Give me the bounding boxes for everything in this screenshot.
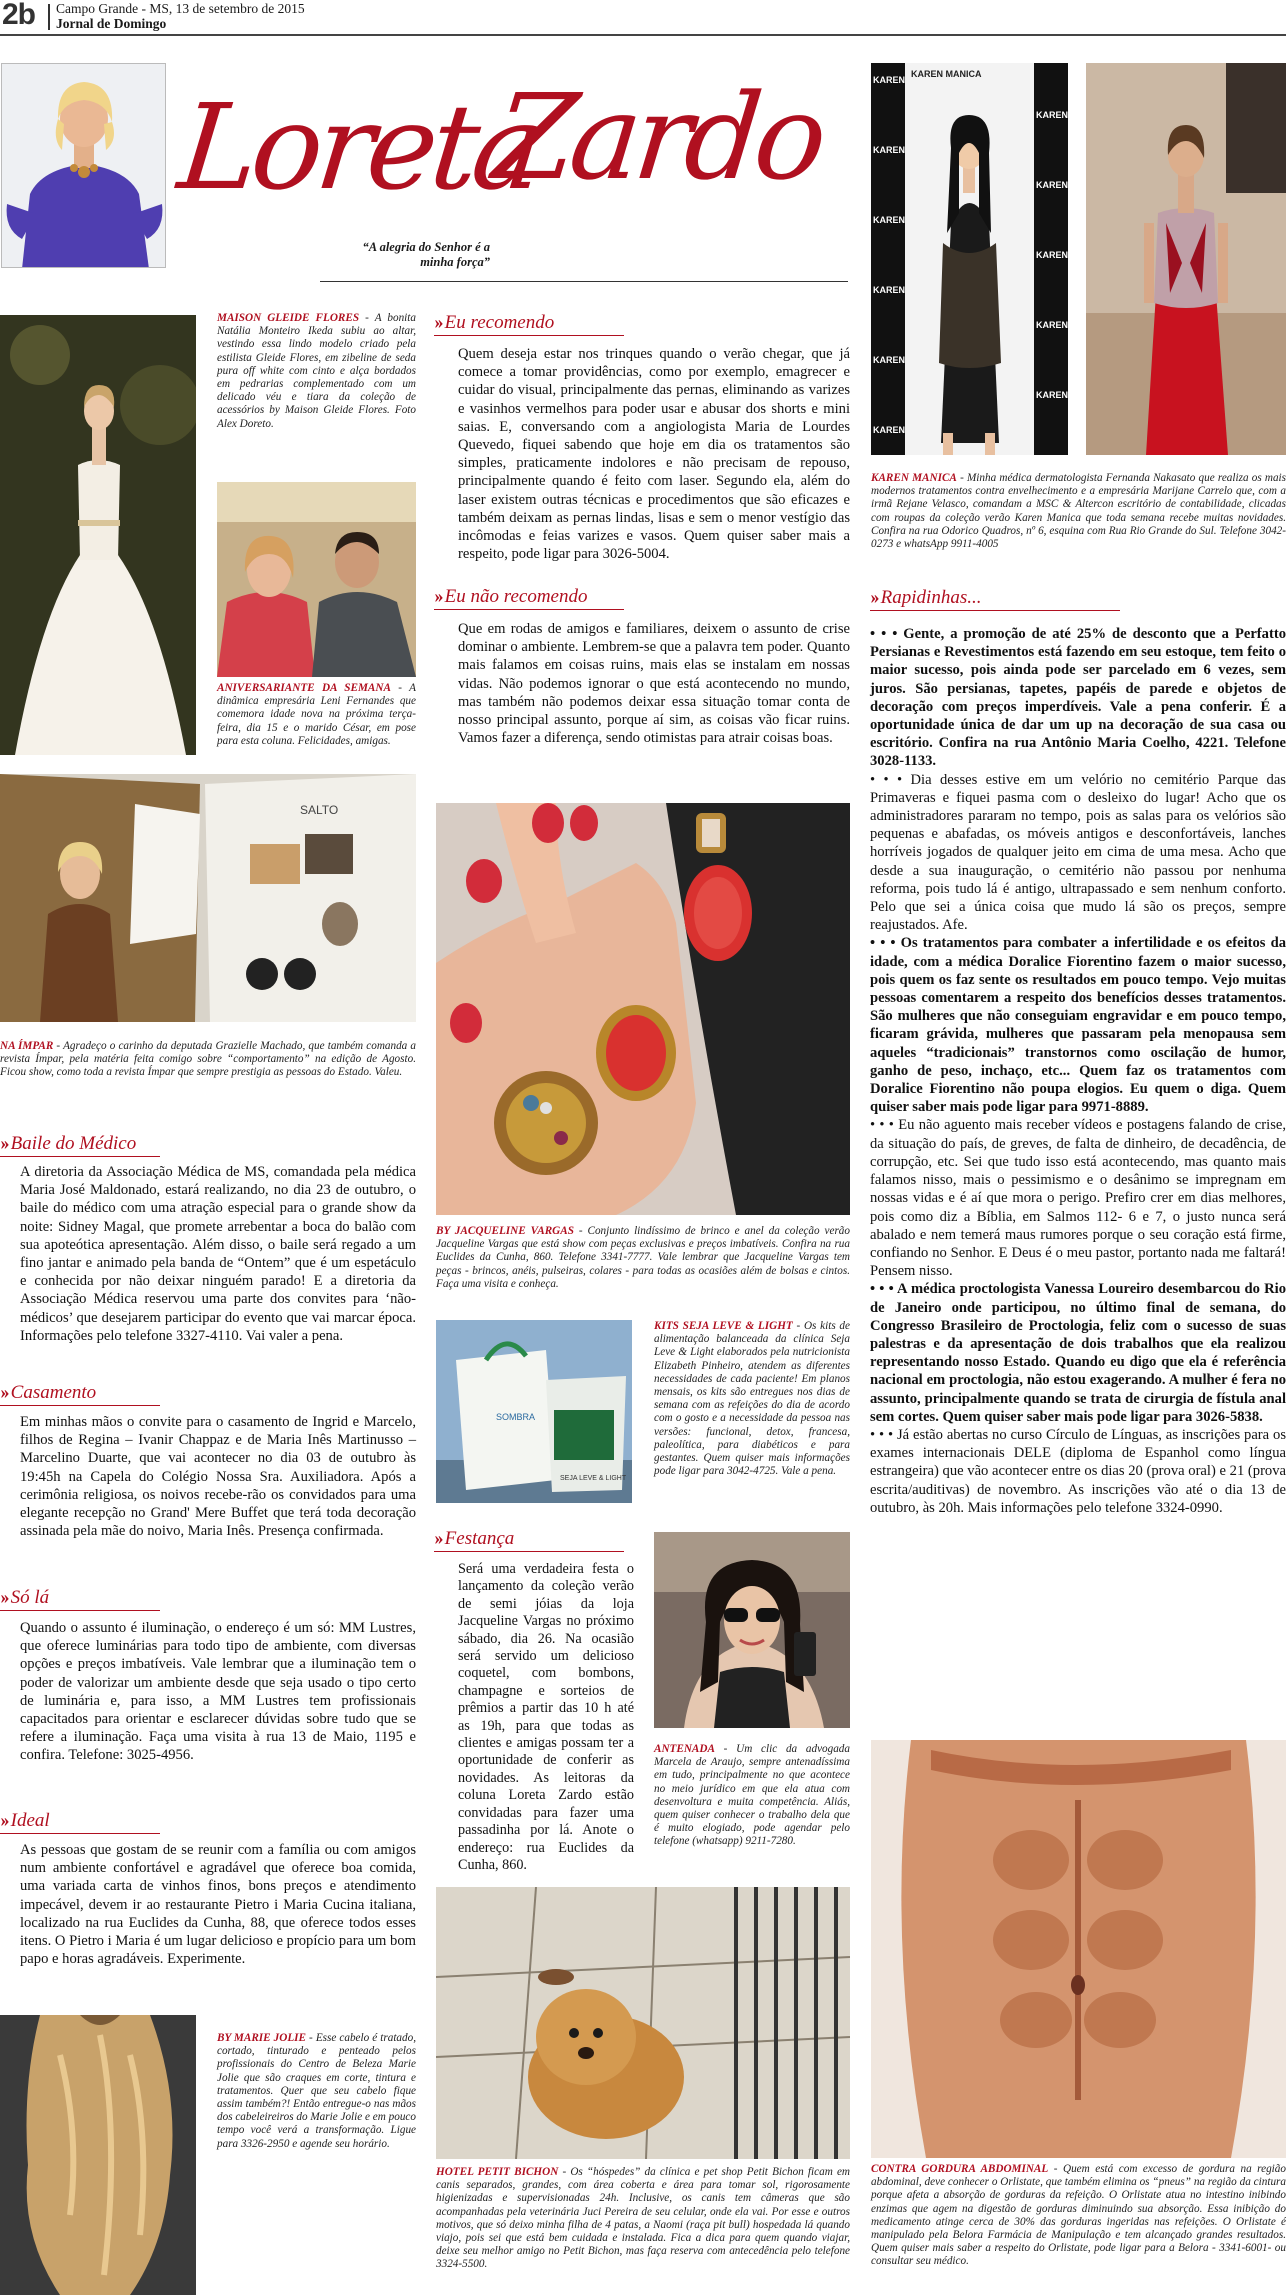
rapidinha-2: • • • Dia desses estive em um velório no cemitério Parque das Primaveras e fiquei pasma com o desleixo do lugar! Acho que os administradores pararam no tempo, pois as salas para os velórios são pequenas e abafadas, os móveis antigos e desconfortáveis, lanches horríveis jogados de qualquer jeito em cima de uma mesa. Acho que desde a sua inauguração, o cemitério não passou por nenhuma reforma, pois tudo lá é antigo, ultrapassado e sem nenhum conforto. Pelo que sei a única coisa que mudo lá são os preços, sempre reajustados. Afe. (870, 771, 1286, 934)
heading-text: Eu recomendo (444, 312, 555, 333)
caption-maison-gleide (217, 312, 416, 431)
chevron-icon: ›› (0, 1587, 7, 1608)
caption-text: - Os kits de alimentação balanceada da clínica Seja Leve & Light elaborados pela nutricionista Elizabeth Pinheiro, atendem as diferentes necessidades de cada paciente! Em planos mensais, os kits são entregues nos dias de semana com as refeições do dia de acordo com o gosto e a necessidade da pessoa nas versões: funcional, detox, francesa, paleolítica, para diabéticos e para gestantes. Quem quiser mais informações pode ligar para 3042-4725. Vale a pena. (654, 1320, 850, 1478)
rapidinha-4: • • • Eu não aguento mais receber vídeos e postagens falando de crise, da situação do país, de greves, de falta de dinheiro, de decadência, de corrupção, etc. Sei que tudo isso está acontecendo, mas quanto mais falamos nisso, mais o pessimismo e o desânimo se impregnam em nossas vidas e é aí que mora o perigo. Prefiro crer em dias melhores, pois como diz a Bíblia, em Salmos 112- 6 e 7, o justo nunca será abalado e nem temerá maus rumores porque o seu coração está firme, confiando no Senhor. E Deus é o meu pastor, portanto nada me faltará! Pensem nisso. (870, 1117, 1286, 1280)
svg-text:KAREN: KAREN (873, 285, 906, 295)
caption-lead: BY JACQUELINE VARGAS (436, 1225, 574, 1237)
seja-leve-light-kits-photo (436, 1320, 632, 1503)
section-text-baile: A diretoria da Associação Médica de MS, comandada pela médica Maria José Maldonado, estará realizando, no dia 23 de outubro, o baile do médico com uma atração especial para o grande show da noite: Sidney Magal, que promete arrebentar a boca do balão com sua apoteótica apresentação. Além disso, o baile será regado a um fino jantar e animado pela banda de “Ontem” que é um espetáculo e conhecida por não deixar ninguém parado! E a diretoria da Associação Médica reservou uma parte dos convites para ‘não-médicos’ que desejarem participar do evento que vai marcar época. Informações pelo telefone 3327-4110. Vai valer a pena. (20, 1164, 416, 1344)
marie-jolie-hair-photo (0, 2015, 196, 2295)
rapidinha-5: • • • A médica proctologista Vanessa Loureiro desembarcou do Rio de Janeiro onde participou, no último final de semana, do Congresso Brasileiro de Proctologia, feliz com o sucesso de suas palestras e da apresentação de dois trabalhos que ela realizou representando nosso Estado. Quando eu digo que ela é referência nacional em proctologia, não estou exagerando. A mulher é fera no assunto, principalmente quando se trata de cirurgia de fístula anal sem cortes. Quem quiser saber mais pode ligar para 3026-5838. (870, 1281, 1286, 1425)
section-text-recomendo: Quem deseja estar nos trinques quando o verão chegar, que já comece a tomar providências, como por exemplo, emagrecer e cuidar do visual, principalmente das pernas, eliminando as varizes e vasinhos vermelhos para poder usar e abusar dos shorts e mini saias. E, conversando com a angiologista Maria de Lourdes Quevedo, fiquei sabendo que hoje em dia os tratamentos são simples, praticamente indolores e não precisam de repouso, principalmente quando é feito com laser. Segundo ela, além do laser existem outras técnicas e procedimentos que são eficazes e também deixam as pernas lindas, lisas e sem o menor vestígio das incômodas e feias varizes e vasos. Quem quiser saber mais a respeito, pode ligar para 3026-5004. (458, 346, 850, 563)
columnist-photo (1, 63, 166, 268)
header-divider (48, 4, 50, 30)
svg-text:KAREN: KAREN (873, 215, 906, 225)
caption-lead: KITS SEJA LEVE & LIGHT (654, 1320, 793, 1332)
motto-line-1: “A alegria do Senhor é a (362, 240, 490, 254)
caption-text: - Esse cabelo é tratado, cortado, tinturado e penteado pelos profissionais do Centro de Beleza Marie Jolie que são craques em corte, tintura e tratamentos. Quer que seu cabelo fique assim também?! Então entregue-o nas mãos dos cabeleireiros do Marie Jolie e em pouco tempo você verá a transformação. Ligue para 3326-2950 e agende seu horário. (217, 2032, 417, 2150)
chevron-icon: ›› (0, 1133, 7, 1154)
masthead-logo (172, 58, 840, 248)
jacqueline-vargas-jewelry-photo (436, 803, 850, 1215)
masthead-name-left: Loreta (172, 78, 545, 216)
masthead-rule (320, 281, 848, 282)
caption-text: - Minha médica dermatologista Fernanda Nakasato que realiza os mais modernos tratamentos contra envelhecimento e a empresária Marijane Carrelo que, com a irmã Rejane Velasco, comandam a MSC & Altercon escritório de contabilidade, clicadas com roupas da coleção verão Karen Manica que toda semana recebe muitas novidades. Confira na rua Odorico Quadros, nº 6, esquina com Rua Rio Grande do Sul. Telefone 3042-0273 e whatsApp 9911-4005 (871, 472, 1286, 551)
section-text-nao-recomendo: Que em rodas de amigos e familiares, deixem o assunto de crise dominar o ambiente. Lembrem-se que a palavra tem poder. Quanto mais falamos em coisas ruins, mais elas se instalam em nossas vidas. Não podemos ignorar o que está acontecendo no mundo, mas também não podemos deixar essa situação tomar conta de nosso principal assunto, porque aí sim, as coisas vão ficar ruins. Vamos fazer a diferença, sendo otimistas para atrair coisas boas. (458, 621, 850, 747)
caption-lead: KAREN MANICA (871, 472, 957, 484)
masthead-name-right: Zardo (487, 68, 828, 206)
bag-brand: SOMBRA (496, 1412, 536, 1422)
heading-text: Ideal (10, 1810, 50, 1831)
caption-kits-seja-leve (654, 1320, 850, 1478)
caption-text: - A dinâmica empresária Leni Fernandes que comemora idade nova na próxima terça-feira, dia 15 e o marido César, em pose para esta coluna. Felicidades, amigas. (217, 682, 416, 747)
section-heading-festanca (434, 1528, 624, 1552)
svg-text:KAREN: KAREN (873, 75, 906, 85)
karen-manica-photo-2 (1086, 63, 1286, 455)
chevron-icon: ›› (0, 1810, 7, 1831)
page-number: 2b (2, 0, 36, 31)
chevron-icon: ›› (434, 1528, 441, 1549)
dateline: Campo Grande - MS, 13 de setembro de 2015 (56, 1, 305, 16)
motto (330, 240, 490, 270)
svg-text:KAREN: KAREN (873, 355, 906, 365)
section-text-casamento: Em minhas mãos o convite para o casamento de Ingrid e Marcelo, filhos de Regina – Ivanir Chappaz e de Maria Inês Martinusso – Marcelino Duarte, que vai acontecer no dia 03 de outubro às 19:45h na Capela do Colégio Nossa Sra. Auxiliadora. Após a cerimônia religiosa, os noivos recebe-rão os convidados para uma elegante recepção no Grand' Mere Buffet que terá toda decoração assinada pela mãe do noivo, Maria Inês. Presença confirmada. (20, 1414, 416, 1540)
heading-text: Baile do Médico (10, 1133, 137, 1154)
impar-magazine-photo (0, 774, 416, 1022)
section-heading-sola (0, 1587, 160, 1611)
rapidinhas-text (870, 625, 1286, 1517)
section-heading-nao-recomendo (434, 586, 624, 610)
motto-line-2: minha força” (420, 255, 490, 269)
caption-lead: CONTRA GORDURA ABDOMINAL (871, 2163, 1049, 2175)
svg-text:KAREN: KAREN (1036, 180, 1068, 190)
caption-gordura-abdominal (871, 2163, 1286, 2269)
svg-text:KAREN: KAREN (873, 145, 906, 155)
caption-lead: BY MARIE JOLIE (217, 2032, 306, 2044)
caption-lead: ANTENADA (654, 1743, 715, 1755)
rapidinha-6: • • • Já estão abertas no curso Círculo de Línguas, as inscrições para os exames internacionais DELE (diploma de Espanhol como língua estrangeira) que vão acontecer entre os dias 20 (prova oral) e 21 (prova escrita/auditivas) de novembro. As inscrições vão até o dia 13 de outubro, às 20h. Mais informações pelo telefone 3324-0990. (870, 1426, 1286, 1516)
caption-karen-manica (871, 472, 1286, 551)
caption-text: - Agradeço o carinho da deputada Grazielle Machado, que também comanda a revista Ímpar, pela matéria feita comigo sobre “comportamento” na edição de Agosto. Ficou show, como toda a revista Ímpar que sempre prestigia as pessoas do Estado. Valeu. (0, 1040, 417, 1079)
caption-antenada (654, 1743, 850, 1849)
heading-text: Só lá (10, 1587, 50, 1608)
caption-text: - Conjunto lindíssimo de brinco e anel da coleção verão Jacqueline Vargas que está show com peças exclusivas e preços imbatíveis. Confira na rua Euclides da Cunha, 860. Telefone 3341-7777. Vale lembrar que Jacqueline Vargas tem peças - brincos, anéis, pulseiras, colares - para todas as ocasiões além de bolsas e cintos. Faça uma visita e conheça. (436, 1225, 850, 1290)
caption-text: - Quem está com excesso de gordura na região abdominal, deve conhecer o Orlistate, que também elimina os “pneus” na região da cintura porque afeta a absorção de gorduras da refeição. O Orlistate atua no intestino inibindo enzimas que agem na digestão de gorduras diminuindo sua absorção. Essa inibição do medicamento atinge cerca de 30% das gorduras ingeridas nas refeições. O Orlistate é manipulado pela Belora Farmácia de Manipulação e tem alcançado grandes resultados. Quem quiser mais saber a respeito do Orlistate, pode ligar para a Belora - 3341-6001- ou consultar seu médico. (871, 2163, 1286, 2268)
chevron-icon: ›› (434, 586, 441, 607)
caption-petit-bichon (436, 2166, 850, 2272)
caption-jacqueline-vargas (436, 1225, 850, 1291)
section-text-sola: Quando o assunto é iluminação, o endereço é um só: MM Lustres, que oferece luminárias para todo tipo de ambiente, com diversas opções e preços imbatíveis. Vale lembrar que a iluminação tem o poder de valorizar um ambiente desde que seja usado o tipo certo de luminária e, para isso, a MM Lustres tem profissionais capacitados para orientar e esclarecer dúvidas sobre tudo que se refere a iluminação. Faça uma visita à rua 13 de Maio, 1195 e confira. Telefone: 3025-4956. (20, 1620, 416, 1764)
section-text-ideal: As pessoas que gostam de se reunir com a família ou com amigos num ambiente confortável e agradável que oferece boa comida, uma variada carta de vinhos finos, bons preços e atendimento impecável, devem ir ao restaurante Pietro i Maria Cucina italiana, localizado na rua Euclides da Cunha, 88, que oferece todos esses itens. O Pietro i Maria é um lugar delicioso e propício para um bom papo e horas agradáveis. Experimente. (20, 1842, 416, 1968)
caption-lead: HOTEL PETIT BICHON (436, 2166, 559, 2178)
svg-text:KAREN: KAREN (1036, 110, 1068, 120)
caption-text: - Um clic da advogada Marcela de Araujo, sempre antenadíssima em tudo, principalmente no que acontece no meio jurídico em que ela atua com desenvoltura e muita competência. Aliás, quem quiser conhecer o trabalho dela que é muito elogiado, pode agendar pelo telefone (whatsapp) 9211-7280. (654, 1743, 850, 1848)
aniversariante-photo (217, 482, 416, 677)
caption-aniversariante (217, 682, 416, 748)
section-text-festanca: Será uma verdadeira festa o lançamento da coleção verão de semi jóias da loja Jacqueline Vargas no próximo sábado, dia 26. Na ocasião será servido um delicioso coquetel, com bombons, champagne e sorteios de prêmios a partir das 10 h até as 19h, para que todas as clientes e amigas possam ter a oportunidade de conferir as novidades. As leitoras da coluna Loreta Zardo estão convidadas para fazer uma passadinha por lá. Anote o endereço: rua Euclides da Cunha, 860. (458, 1561, 634, 1873)
section-heading-baile (0, 1133, 160, 1157)
chevron-icon: ›› (434, 312, 441, 333)
caption-text: - A bonita Natália Monteiro Ikeda subiu ao altar, vestindo essa lindo modelo criado pela estilista Gleide Flores, em zibeline de seda pura off white com cinto e alça bordados em pedrarias complementado com um delicado véu e tiara da coleção de acessórios by Maison Gleide Flores. Foto Alex Doreto. (217, 312, 416, 430)
heading-text: Rapidinhas... (880, 587, 982, 608)
caption-text: - Os “hóspedes” da clínica e pet shop Petit Bichon ficam em canis separados, grandes, com área coberta e área para tomar sol, rigorosamente higienizadas e supervisionadas 24h. Inclusive, os canis tem câmeras que são acompanhadas pela veterinária Juci Pereira de seu celular, onde ela vai. Por esse e outros motivos, que só deixo minha filha de 4 patas, a Naomi (raça pit bull) hospedada lá quando viajo, pois sei que está bem cuidada e instalada. Fica a dica para quem quando viajar, deixe seu melhor amigo no Petit Bichon, mas faça reserva com antecedência pelo telefone 3324-5500. (436, 2166, 850, 2271)
section-heading-recomendo (434, 312, 624, 336)
caption-lead: ANIVERSARIANTE DA SEMANA (217, 682, 391, 694)
caption-marie-jolie (217, 2032, 416, 2151)
caption-impar (0, 1040, 416, 1080)
header-rule (0, 34, 1286, 36)
bride-photo (0, 315, 196, 755)
section-heading-ideal (0, 1810, 160, 1834)
heading-text: Eu não recomendo (444, 586, 588, 607)
svg-text:KAREN: KAREN (1036, 250, 1068, 260)
petit-bichon-dog-photo (436, 1887, 850, 2159)
antenada-selfie-photo (654, 1532, 850, 1728)
section-heading-casamento (0, 1382, 160, 1406)
svg-text:KAREN: KAREN (1036, 320, 1068, 330)
abdomen-photo (871, 1740, 1286, 2158)
paper-name: Jornal de Domingo (56, 16, 167, 31)
svg-text:KAREN MANICA: KAREN MANICA (911, 69, 982, 79)
chevron-icon: ›› (870, 587, 877, 608)
caption-lead: NA ÍMPAR (0, 1040, 54, 1052)
karen-manica-photo-1 (871, 63, 1068, 455)
svg-text:KAREN: KAREN (873, 425, 906, 435)
caption-lead: MAISON GLEIDE FLORES (217, 312, 360, 324)
rapidinha-1: • • • Gente, a promoção de até 25% de desconto que a Perfatto Persianas e Revestimentos está fazendo em seu estoque, tem feito o maior sucesso, pois ainda pode ser parcelado em 6 vezes, sem juros. São persianas, tapetes, papéis de parede e objetos de decoração com preços imperdíveis. Vale a pena conferir. É a oportunidade única de dar um up na decoração de sua casa ou escritório. Confira na rua Antônio Maria Coelho, 4221. Telefone 3028-1133. (870, 626, 1286, 770)
chevron-icon: ›› (0, 1382, 7, 1403)
svg-text:SALTO: SALTO (300, 803, 339, 817)
bag-label: SEJA LEVE & LIGHT (560, 1475, 627, 1482)
rapidinha-3: • • • Os tratamentos para combater a infertilidade e os efeitos da idade, com a médica Doralice Fiorentino fazem o maior sucesso, pois quem os faz sente os resultados em pouco tempo. Vejo muitas pessoas comentarem a respeito dos benefícios desses tratamentos. São mulheres que não conseguiam engravidar e em pouco tempo, ficaram grávida, mulheres que passaram pela menopausa sem aqueles “tradicionais” transtornos como oscilação de humor, ganho de peso, inchaço, etc... Quem faz os tratamentos com Doralice Fiorentino não poupa elogios. Eu quem o diga. Quem quiser saber mais pode ligar para 9971-8889. (870, 935, 1286, 1116)
heading-text: Casamento (10, 1382, 97, 1403)
heading-text: Festança (444, 1528, 515, 1549)
svg-text:KAREN: KAREN (1036, 390, 1068, 400)
section-heading-rapidinhas (870, 587, 1120, 611)
